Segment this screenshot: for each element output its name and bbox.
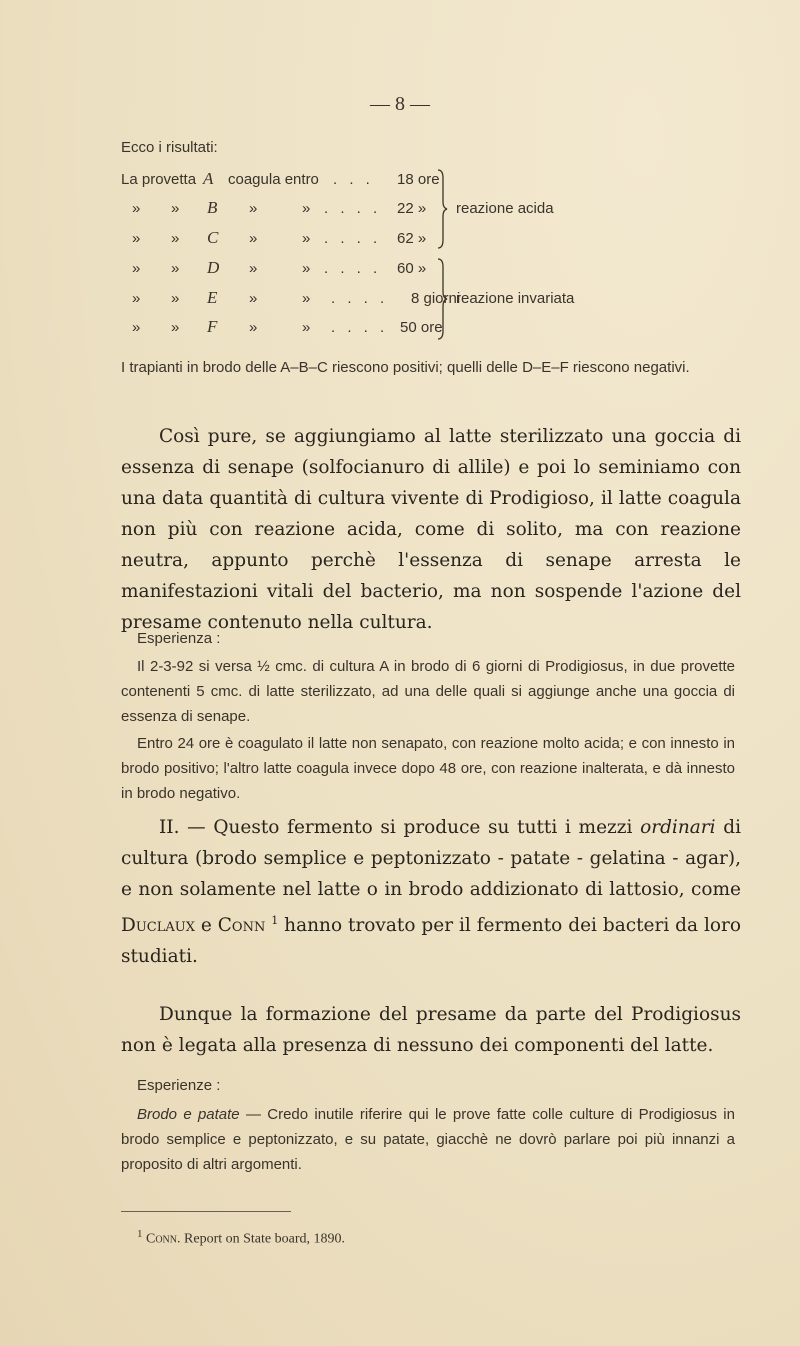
brace-acid: [434, 168, 448, 250]
row-letter: E: [207, 288, 218, 307]
footnote-author: Conn.: [146, 1231, 181, 1247]
experiment-text-2: Entro 24 ore è coagulato il latte non senapato, con reazione molto acida; e con innesto in brodo positivo; l'altro latte coagula invece dopo 48 ore, con reazione inalterata, e dà innesto in brodo negativo.: [121, 735, 735, 802]
row-dots: . . . .: [324, 200, 382, 217]
footnote: [137, 1228, 345, 1248]
brace-unchanged: [434, 257, 448, 341]
experiments-body: — Credo inutile riferire qui le prove fatte colle culture di Prodigiosus in brodo semplice e peptonizzato, e su patate, giacchè ne dovrò parlare poi più innanzi a proposito di altri argomenti.: [121, 1106, 735, 1173]
row-time: 8 giorni: [411, 290, 461, 307]
experiments-lead: Brodo e patate: [137, 1106, 240, 1123]
row-letter: C: [207, 228, 219, 247]
author-duclaux: Duclaux: [121, 915, 195, 937]
row-label-2: »: [171, 200, 180, 217]
row-verb: coagula entro: [228, 171, 319, 188]
section-ii-text-a: II. — Questo fermento si produce su tutti i mezzi: [159, 817, 641, 838]
paragraph-mustard: Così pure, se aggiungiamo al latte sterilizzato una goccia di essenza di senape (solfocianuro di allile) e poi lo seminiamo con una data quantità di cultura vivente di Prodigioso, il latte coagula non più con reazione acida, come di solito, ma con reazione neutra, appunto perchè l'essenza di senape arresta le manifestazioni vitali del bacterio, ma non sospende l'azione del presame contenuto nella cultura.: [121, 426, 741, 633]
row-verb: »: [249, 290, 258, 307]
row-dots: . . . .: [331, 319, 389, 336]
row-dots: . . . .: [324, 260, 382, 277]
row-verb: »: [249, 260, 258, 277]
row-time: 22 »: [397, 200, 427, 217]
results-intro: Ecco i risultati:: [121, 139, 218, 156]
row-label-2: »: [171, 230, 180, 247]
row-label-2: »: [171, 290, 180, 307]
row-label: La provetta: [121, 171, 197, 188]
row-letter: F: [207, 317, 218, 336]
row-verb: »: [249, 319, 258, 336]
row-time: 62 »: [397, 230, 427, 247]
row-label: »: [132, 260, 141, 277]
experiments-heading: Esperienze :: [137, 1077, 221, 1094]
author-conn: Conn: [217, 915, 266, 937]
row-letter: D: [207, 258, 220, 277]
paragraph-conclusion: Dunque la formazione del presame da parte del Prodigiosus non è legata alla presenza di nessuno dei componenti del latte.: [121, 1004, 741, 1056]
footnote-number: 1: [137, 1228, 143, 1240]
group-note-acid: reazione acida: [456, 200, 554, 217]
row-verb-2: »: [302, 260, 311, 277]
row-time: 18 ore: [397, 171, 440, 188]
experiment-heading: Esperienza :: [137, 630, 221, 647]
group-note-unchanged: reazione invariata: [456, 290, 575, 307]
row-dots: . . .: [333, 171, 374, 188]
page-number: — 8 —: [370, 93, 430, 115]
row-dots: . . . .: [331, 290, 389, 307]
row-letter: A: [203, 169, 214, 188]
transplant-note: I trapianti in brodo delle A–B–C riescono positivi; quelli delle D–E–F riescono negativi.: [121, 359, 690, 376]
row-label-2: »: [171, 260, 180, 277]
row-dots: . . . .: [324, 230, 382, 247]
row-verb-2: »: [302, 230, 311, 247]
section-ii-text-b: di cultura (brodo semplice e peptonizzato - patate - gelatina - agar), e non solamente nel latte o in brodo addizionato di lattosio, come: [121, 817, 741, 900]
row-verb-2: »: [302, 290, 311, 307]
experiment-text-1: Il 2-3-92 si versa ½ cmc. di cultura A in brodo di 6 giorni di Prodigiosus, in due provette contenenti 5 cmc. di latte sterilizzato, ad una delle quali si aggiunge anche una goccia di essenza di senape.: [121, 658, 735, 725]
footnote-text: Report on State board, 1890.: [180, 1231, 345, 1247]
row-label: »: [132, 319, 141, 336]
section-ii-text-c: e: [194, 915, 218, 937]
row-label: »: [132, 290, 141, 307]
row-verb: »: [249, 230, 258, 247]
section-ii-text-d: hanno trovato per il fermento dei bacteri da loro studiati.: [121, 915, 741, 968]
row-verb: »: [249, 200, 258, 217]
section-ii-italic: ordinari: [640, 817, 716, 838]
row-label: »: [132, 230, 141, 247]
footnote-reference: 1: [271, 914, 279, 927]
row-label: »: [132, 200, 141, 217]
experiments-text: [121, 1102, 735, 1177]
row-verb-2: »: [302, 319, 311, 336]
footnote-rule: [121, 1211, 291, 1212]
row-letter: B: [207, 198, 218, 217]
section-ii-paragraph: [121, 812, 741, 972]
row-verb-2: »: [302, 200, 311, 217]
row-label-2: »: [171, 319, 180, 336]
row-time: 50 ore: [400, 319, 443, 336]
row-time: 60 »: [397, 260, 427, 277]
